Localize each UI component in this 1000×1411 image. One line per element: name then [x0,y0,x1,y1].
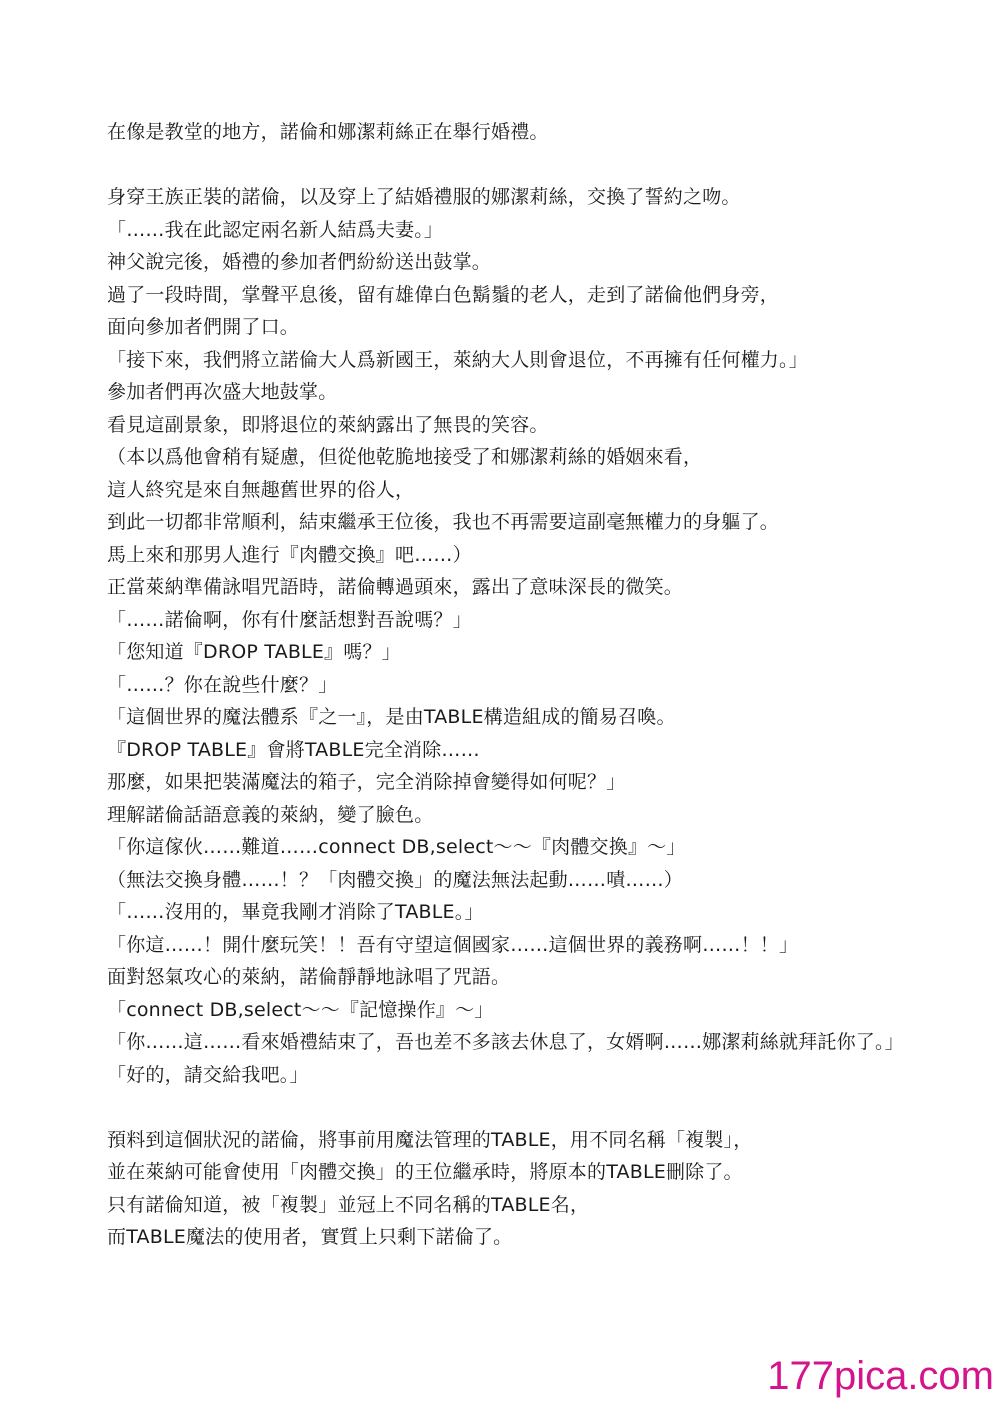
text-line: 「好的，請交給我吧。」 [107,1063,309,1086]
text-line: 身穿王族正裝的諾倫，以及穿上了結婚禮服的娜潔莉絲，交換了誓約之吻。 [107,186,741,208]
text-line: 正當萊納準備詠唱咒語時，諾倫轉過頭來，露出了意味深長的微笑。 [107,576,684,598]
text-line: 「你這……！開什麼玩笑！！吾有守望這個國家……這個世界的義務啊……！！」 [107,933,799,956]
text-line: （無法交換身體……！？「肉體交換」的魔法無法起動……嘖……） [107,868,684,891]
site-watermark[interactable]: 177pica.com [767,1354,994,1398]
text-line: 「connect DB,select～～『記憶操作』～」 [107,998,494,1021]
text-line: 理解諾倫話語意義的萊納，變了臉色。 [107,803,434,826]
text-line: 這人終究是來自無趣舊世界的俗人， [107,478,415,501]
text-line: 馬上來和那男人進行『肉體交換』吧……） [107,543,472,566]
text-line: 只有諾倫知道，被「複製」並冠上不同名稱的TABLE名， [107,1193,590,1216]
text-line: 參加者們再次盛大地鼓掌。 [107,381,338,403]
text-line: 那麼，如果把裝滿魔法的箱子，完全消除掉會變得如何呢？」 [107,771,626,793]
text-line: 「接下來，我們將立諾倫大人爲新國王，萊納大人則會退位，不再擁有任何權力。」 [107,348,808,371]
text-line: 而TABLE魔法的使用者，實質上只剩下諾倫了。 [107,1226,513,1248]
text-line: 過了一段時間，掌聲平息後，留有雄偉白色鬍鬚的老人，走到了諾倫他們身旁， [107,283,780,306]
text-line: 預料到這個狀況的諾倫，將事前用魔法管理的TABLE，用不同名稱「複製」， [107,1128,753,1151]
text-line: 『DROP TABLE』會將TABLE完全消除…… [107,738,480,761]
text-line: 「你這傢伙……難道……connect DB,select～～『肉體交換』～」 [107,836,686,858]
text-line: 「……沒用的，畢竟我剛才消除了TABLE。」 [107,901,484,923]
text-line: 並在萊納可能會使用「肉體交換」的王位繼承時，將原本的TABLE刪除了。 [107,1161,743,1183]
text-line: 神父說完後，婚禮的參加者們紛紛送出鼓掌。 [107,251,492,273]
text-line: 「……？你在說些什麼？」 [107,673,338,696]
text-line: 「你……這……看來婚禮結束了，吾也差不多該去休息了，女婿啊……娜潔莉絲就拜託你了。」 [107,1031,904,1053]
story-text [107,116,987,1254]
paragraph-gap [107,1091,987,1124]
text-line: （本以爲他會稍有疑慮，但從他乾脆地接受了和娜潔莉絲的婚姻來看， [107,446,703,468]
text-line: 「您知道『DROP TABLE』嗎？」 [107,641,401,663]
text-line: 面向參加者們開了口。 [107,316,300,338]
text-line: 在像是教堂的地方，諾倫和娜潔莉絲正在舉行婚禮。 [107,121,549,143]
text-line: 「……諾倫啊，你有什麼話想對吾說嗎？」 [107,608,472,631]
text-line: 「……我在此認定兩名新人結爲夫妻。」 [107,218,444,241]
paragraph-gap [107,149,987,182]
text-line: 面對怒氣攻心的萊納，諾倫靜靜地詠唱了咒語。 [107,966,511,988]
text-line: 到此一切都非常順利，結束繼承王位後，我也不再需要這副毫無權力的身軀了。 [107,511,780,533]
text-line: 看見這副景象，即將退位的萊納露出了無畏的笑容。 [107,413,549,436]
text-line: 「這個世界的魔法體系『之一』，是由TABLE構造組成的簡易召喚。 [107,706,676,728]
